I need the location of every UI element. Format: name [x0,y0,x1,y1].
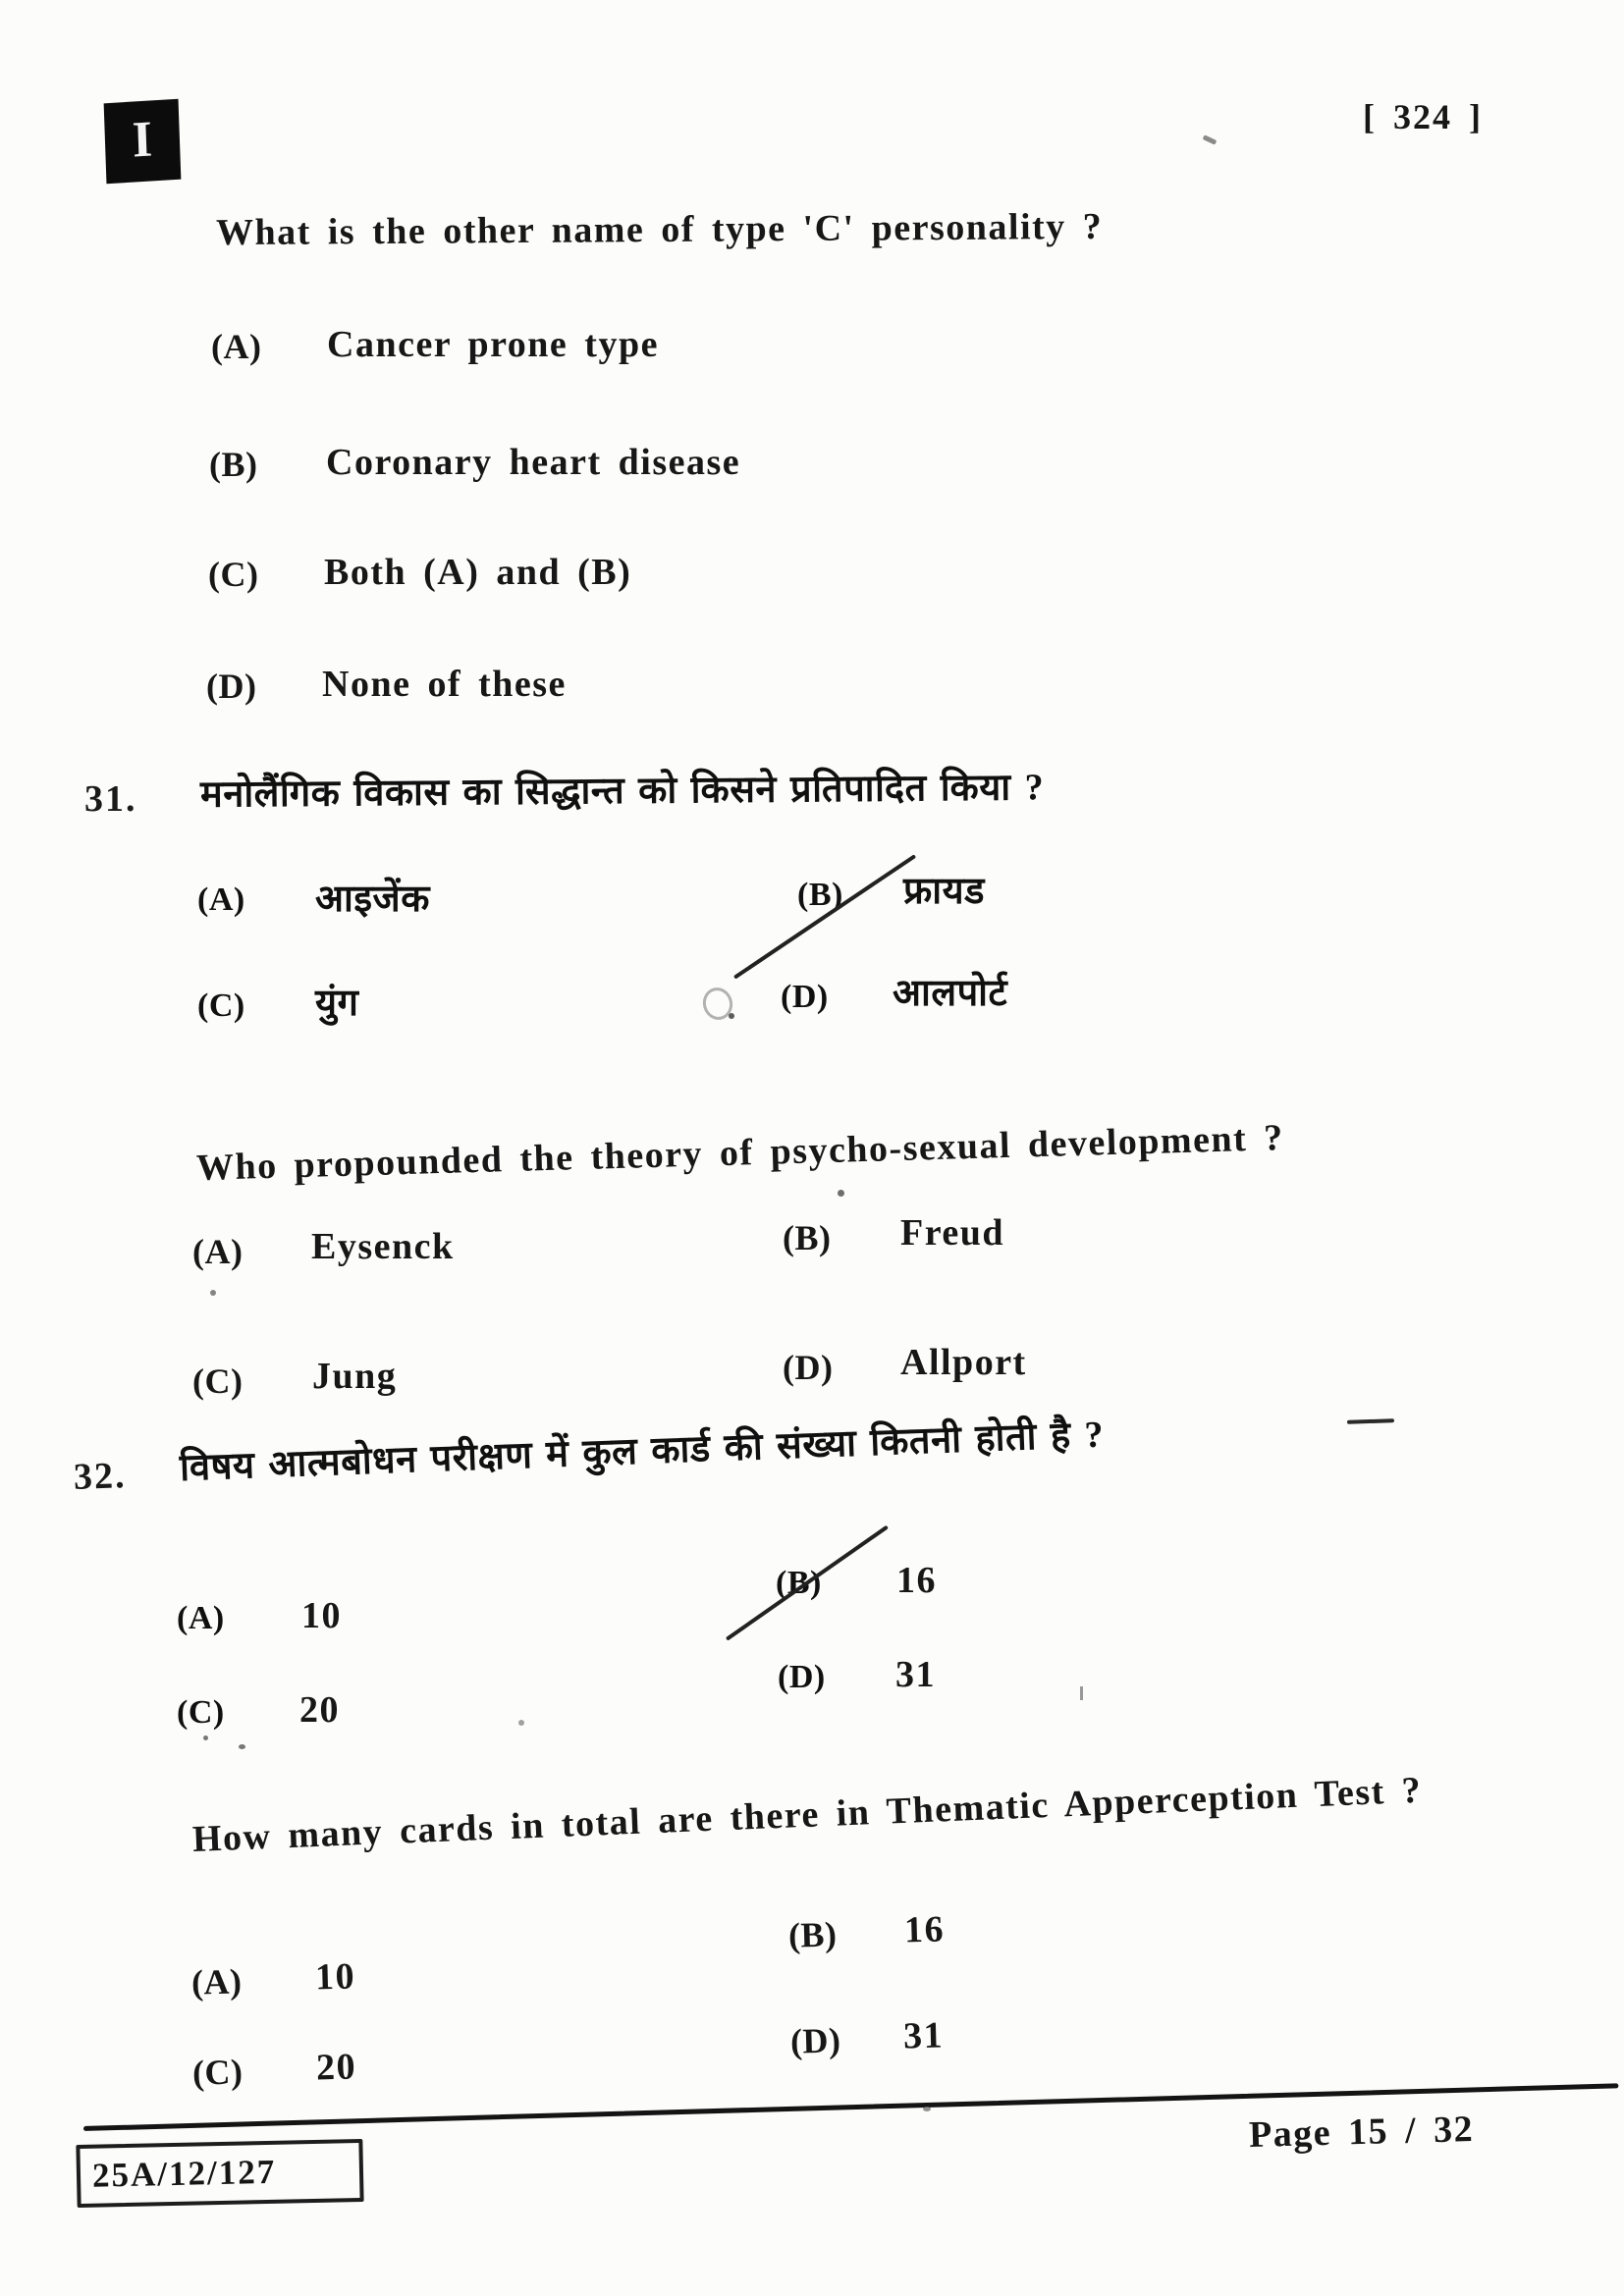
pen-slash-mark-q32-option-b [726,1525,889,1641]
q31-en-option-d-text: Allport [900,1342,1027,1383]
q31-number: 31. [84,778,137,820]
pen-slash-mark-q31-option-b [733,854,916,979]
q32-hi-option-a-label: (A) [177,1600,225,1636]
q31-en-option-a-label: (A) [192,1232,244,1271]
q31-hi-option-c-label: (C) [197,988,245,1024]
q31-hi-option-c-text: युंग [315,983,359,1024]
q30-option-d-label: (D) [206,667,257,706]
q32-hi-option-b-text: 16 [896,1560,937,1601]
q31-en-option-a-text: Eysenck [311,1226,455,1267]
q32-number: 32. [73,1455,128,1498]
q31-en-option-b-label: (B) [783,1218,832,1257]
scan-speck [210,1290,216,1296]
q31-hi-option-b-text: फ्रायड [903,871,986,912]
scan-speck [1080,1686,1083,1700]
q32-hi-option-c-label: (C) [177,1694,225,1731]
q30-option-c-label: (C) [208,555,259,594]
q30-option-b-label: (B) [209,445,258,484]
q32-hi-option-b-label: (B) [776,1565,822,1601]
q31-hi-option-b-label: (B) [797,877,843,913]
q32-en-option-b-text: 16 [903,1908,946,1951]
q32-hi-option-c-text: 20 [299,1689,340,1731]
scan-speck [1203,134,1218,144]
scan-speck [239,1744,245,1749]
q31-hi-option-a-label: (A) [197,881,245,918]
scan-speck [838,1190,844,1197]
page-ref: [ 324 ] [1363,97,1483,136]
q32-en-option-d-label: (D) [789,2020,841,2061]
q32-hi-option-a-text: 10 [301,1595,342,1636]
q31-hi-option-d-label: (D) [781,979,829,1015]
scan-speck [518,1720,524,1726]
scan-speck [923,2107,931,2111]
q32-question-text-hindi: विषय आत्मबोधन परीक्षण में कुल कार्ड की संख्या कितनी होती है ? [179,1414,1105,1489]
q31-en-option-b-text: Freud [900,1212,1005,1254]
paper-code-box [76,2139,363,2208]
q31-en-option-d-label: (D) [783,1348,834,1387]
section-badge-label: I [131,111,154,169]
q30-option-c-text: Both (A) and (B) [324,552,632,593]
q30-option-a-text: Cancer prone type [327,324,659,365]
q32-en-option-b-label: (B) [787,1914,839,1955]
page-indicator: Page 15 / 32 [1248,2109,1475,2156]
q30-option-b-text: Coronary heart disease [326,442,741,483]
q31-question-text-english: Who propounded the theory of psycho-sexual development ? [195,1117,1285,1189]
section-badge [104,99,182,185]
scan-speck [203,1735,208,1740]
q31-hi-option-d-text: आलपोर्ट [893,973,1008,1014]
q32-en-option-c-text: 20 [315,2046,357,2089]
q31-en-option-c-text: Jung [312,1356,398,1397]
q31-question-text-hindi: मनोलैंगिक विकास का सिद्धान्त को किसने प्रतिपादित किया ? [199,767,1045,816]
paper-code: 25A/12/127 [91,2152,277,2195]
q32-en-option-c-label: (C) [191,2052,244,2093]
q31-en-option-c-label: (C) [192,1362,244,1401]
ink-dot [729,1013,734,1019]
q30-option-d-text: None of these [322,664,567,705]
q32-en-option-a-label: (A) [190,1961,243,2002]
q30-question-text: What is the other name of type 'C' personality ? [215,205,1104,254]
q32-question-text-english: How many cards in total are there in Thematic Apperception Test ? [191,1769,1424,1860]
q32-hi-option-d-label: (D) [778,1659,826,1695]
q30-option-a-label: (A) [211,327,262,366]
q31-hi-option-a-text: आइजेंक [315,879,430,920]
pencil-dash-mark [1347,1418,1394,1424]
q32-en-option-d-text: 31 [902,2014,945,2057]
q32-en-option-a-text: 10 [314,1955,356,1999]
q32-hi-option-d-text: 31 [895,1654,936,1695]
